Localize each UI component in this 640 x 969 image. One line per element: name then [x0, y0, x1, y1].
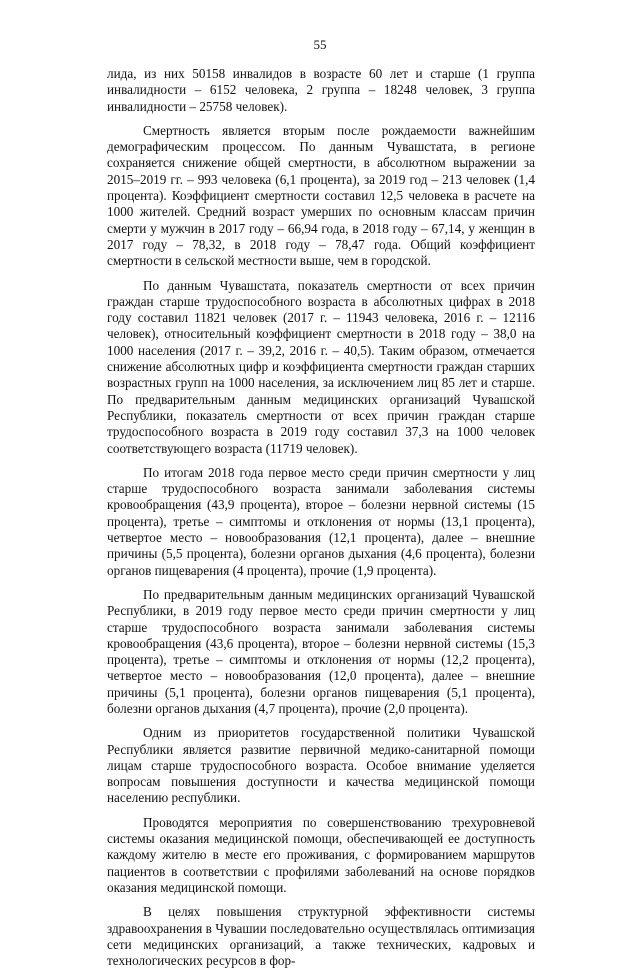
paragraph-causes-2018: По итогам 2018 года первое место среди причин смертности у лиц старше трудоспособного возраста занимали заболевания системы кровообращения (43,9 процента), второе – болезни нервной системы (15 процента), третье – симптомы и отклонения от нормы (13,1 процента), четвертое место – новообразования (12,1 процента), далее – внешние причины (5,5 процента), болезни органов дыхания (4,6 процента), болезни органов пищеварения (4 процента), прочие (1,9 процента).	[107, 464, 535, 578]
document-body	[107, 66, 535, 969]
paragraph-three-level-system: Проводятся мероприятия по совершенствованию трехуровневой системы оказания медицинской помощи, обеспечивающей ее доступность каждому жителю в месте его проживания, с формированием маршрутов пациентов в соответствии с профилями заболеваний на основе порядков оказания медицинской помощи.	[107, 814, 535, 895]
page-number: 55	[313, 37, 327, 52]
paragraph-gap	[107, 717, 535, 725]
paragraph-mortality-elderly: По данным Чувашстата, показатель смертности от всех причин граждан старше трудоспособного возраста в абсолютных цифрах в 2018 году составил 11821 человек (2017 г. – 11943 человека, 2016 г. – 12116 человек), относительный коэффициент смертности в 2018 году – 38,0 на 1000 населения (2017 г. – 39,2, 2016 г. – 40,5). Таким образом, отмечается снижение абсолютных цифр и коэффициента смертности граждан старших возрастных групп на 1000 населения, за исключением лиц 85 лет и старше. По предварительным данным медицинских организаций Чувашской Республики, показатель смертности от всех причин граждан старше трудоспособного возраста в 2019 году составил 37,3 на 1000 человек соответствующего возраста (11719 человек).	[107, 277, 535, 456]
paragraph-priorities: Одним из приоритетов государственной политики Чувашской Республики является развитие первичной медико-санитарной помощи лицам старше трудоспособного возраста. Особое внимание уделяется вопросам повышения доступности и качества медицинской помощи населению республики.	[107, 725, 535, 806]
paragraph-continuation: лида, из них 50158 инвалидов в возрасте 60 лет и старше (1 группа инвалидности – 6152 человека, 2 группа – 18248 человек, 3 группа инвалидности – 25758 человек).	[107, 66, 535, 114]
paragraph-optimization: В целях повышения структурной эффективности системы здравоохранения в Чувашии последовательно осуществлялась оптимизация сети медицинских организаций, а также технических, кадровых и технологических ресурсов в фор-	[107, 904, 535, 969]
paragraph-mortality-overview: Смертность является вторым после рождаемости важнейшим демографическим процессом. По данным Чувашстата, в регионе сохраняется снижение общей смертности, в абсолютном выражении за 2015–2019 гг. – 993 человека (6,1 процента), за 2019 год – 213 человек (1,4 процента). Коэффициент смертности составил 12,5 человека в расчете на 1000 жителей. Средний возраст умерших по основным классам причин смерти у мужчин в 2017 году – 66,94 года, в 2018 году – 67,14, у женщин в 2017 году – 78,32, в 2018 году – 78,47 года. Общий коэффициент смертности в сельской местности выше, чем в городской.	[107, 122, 535, 269]
paragraph-gap	[107, 457, 535, 465]
paragraph-gap	[107, 896, 535, 904]
paragraph-causes-2019: По предварительным данным медицинских организаций Чувашской Республики, в 2019 году первое место среди причин смертности у лиц старше трудоспособного возраста занимали заболевания системы кровообращения (43,6 процента), второе – болезни нервной системы (15,3 процента), третье – симптомы и отклонения от нормы (12,2 процента), четвертое место – новообразования (12,0 процента), далее – внешние причины (5,1 процента), болезни органов пищеварения (5,1 процента), болезни органов дыхания (4,7 процента), прочие (2,0 процента).	[107, 586, 535, 716]
paragraph-gap	[107, 115, 535, 123]
paragraph-gap	[107, 579, 535, 587]
paragraph-gap	[107, 270, 535, 278]
paragraph-gap	[107, 807, 535, 815]
